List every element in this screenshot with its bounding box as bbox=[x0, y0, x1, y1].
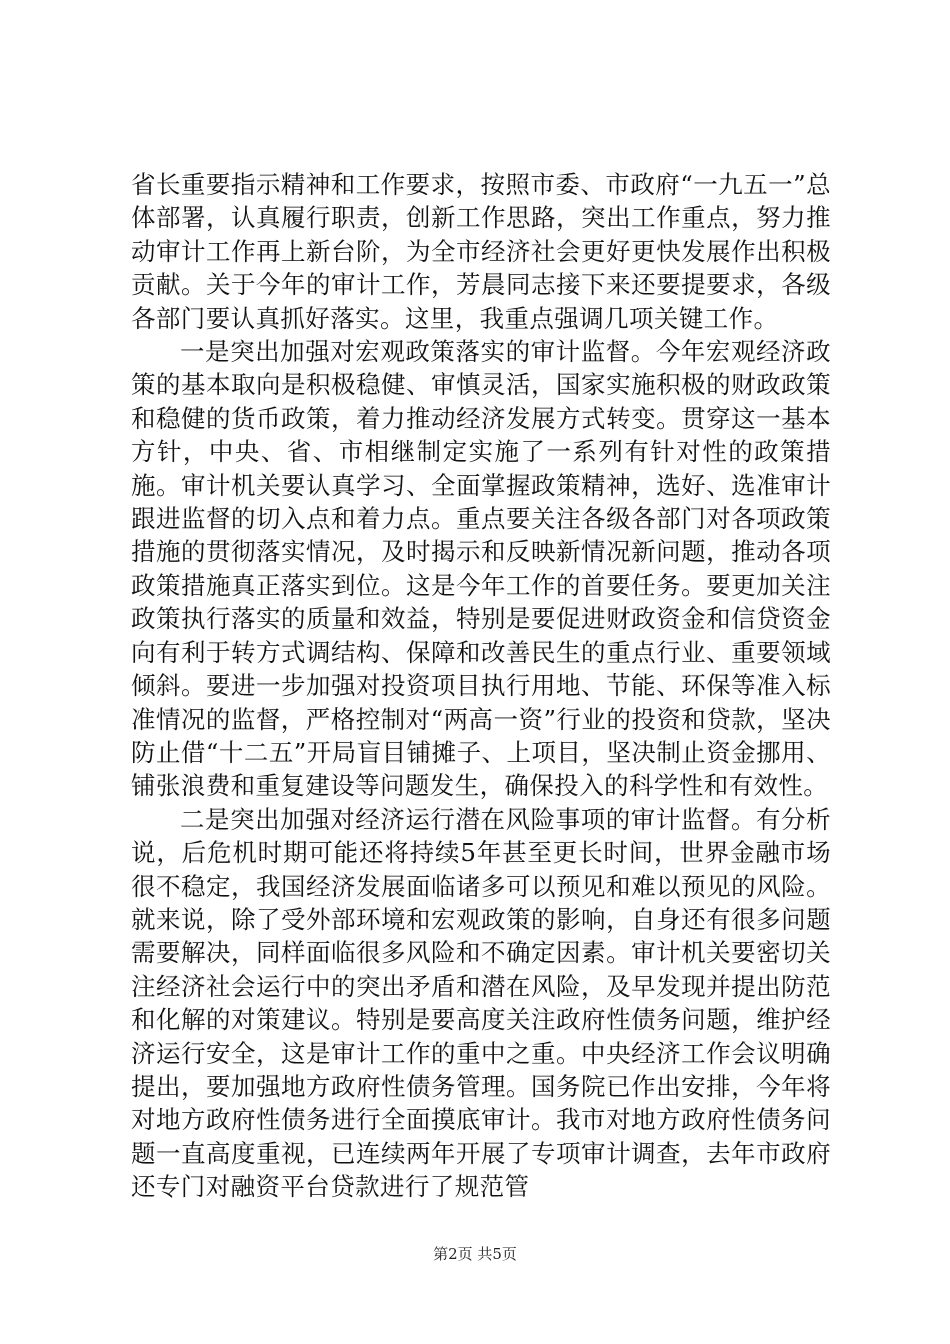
paragraph-economic-risk-audit: 二是突出加强对经济运行潜在风险事项的审计监督。有分析说，后危机时期可能还将持续5年甚至更长时间，世界金融市场很不稳定，我国经济发展面临诸多可以预见和难以预见的风险。就来说，除了受外部环境和宏观政策的影响，自身还有很多问题需要解决，同样面临很多风险和不确定因素。审计机关要密切关注经济社会运行中的突出矛盾和潜在风险，及早发现并提出防范和化解的对策建议。特别是要高度关注政府性债务问题，维护经济运行安全，这是审计工作的重中之重。中央经济工作会议明确提出，要加强地方政府性债务管理。国务院已作出安排，今年将对地方政府性债务进行全面摸底审计。我市对地方政府性债务问题一直高度重视，已连续两年开展了专项审计调查，去年市政府还专门对融资平台贷款进行了规范管 bbox=[131, 804, 831, 1202]
paragraph-continuation: 省长重要指示精神和工作要求，按照市委、市政府“一九五一”总体部署，认真履行职责，创新工作思路，突出工作重点，努力推动审计工作再上新台阶，为全市经济社会更好更快发展作出积极贡献。关于今年的审计工作，芳晨同志接下来还要提要求，各级各部门要认真抓好落实。这里，我重点强调几项关键工作。 bbox=[131, 170, 831, 333]
page-number-footer: 第2页 共5页 bbox=[433, 1245, 517, 1263]
document-body bbox=[131, 168, 831, 1204]
paragraph-macro-policy-audit: 一是突出加强对宏观政策落实的审计监督。今年宏观经济政策的基本取向是积极稳健、审慎灵活，国家实施积极的财政政策和稳健的货币政策，着力推动经济发展方式转变。贯穿这一基本方针，中央、省、市相继制定实施了一系列有针对性的政策措施。审计机关要认真学习、全面掌握政策精神，选好、选准审计跟进监督的切入点和着力点。重点要关注各级各部门对各项政策措施的贯彻落实情况，及时揭示和反映新情况新问题，推动各项政策措施真正落实到位。这是今年工作的首要任务。要更加关注政策执行落实的质量和效益，特别是要促进财政资金和信贷资金向有利于转方式调结构、保障和改善民生的重点行业、重要领域倾斜。要进一步加强对投资项目执行用地、节能、环保等准入标准情况的监督，严格控制对“两高一资”行业的投资和贷款，坚决防止借“十二五”开局盲目铺摊子、上项目，坚决制止资金挪用、铺张浪费和重复建设等问题发生，确保投入的科学性和有效性。 bbox=[131, 337, 831, 801]
